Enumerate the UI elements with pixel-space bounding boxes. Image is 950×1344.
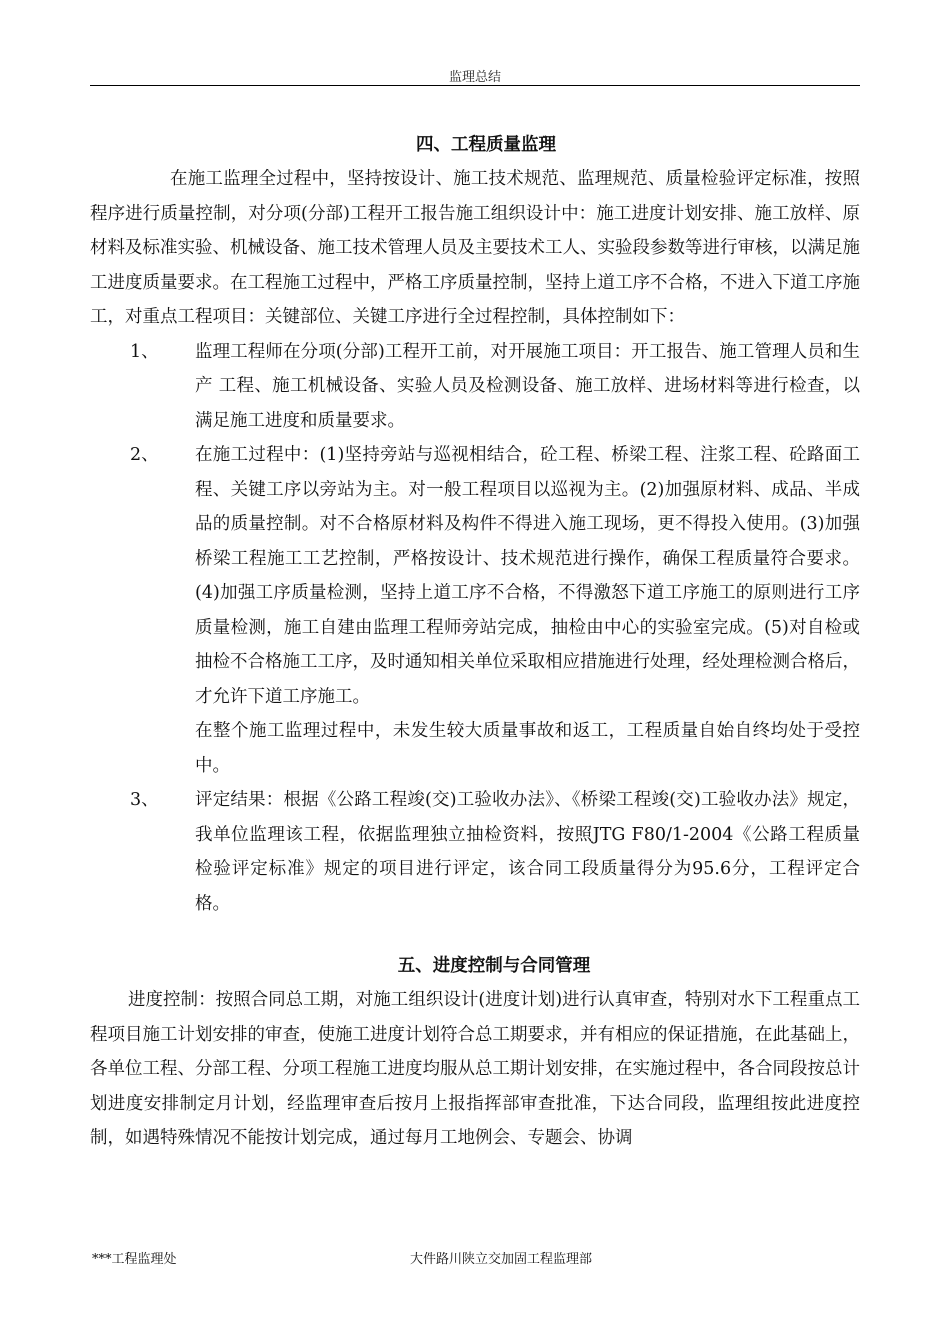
page-header: 监理总结 xyxy=(448,70,501,85)
list-number: 2、 xyxy=(130,445,159,465)
list-item-2-continuation: 在整个施工监理过程中，未发生较大质量事故和返工，工程质量自始自终均处于受控中。 xyxy=(195,721,860,776)
section-5-heading: 五、进度控制与合同管理 xyxy=(397,956,591,976)
list-number: 1、 xyxy=(130,341,159,362)
list-number: 3、 xyxy=(130,790,159,810)
document-body xyxy=(90,128,860,1156)
header-rule xyxy=(90,85,860,86)
list-item-3 xyxy=(90,783,860,921)
section-4-heading: 四、工程质量监理 xyxy=(416,135,556,155)
footer-center: 大件路川陕立交加固工程监理部 xyxy=(410,1252,593,1267)
list-item-1 xyxy=(90,335,860,439)
list-item-2 xyxy=(90,438,860,714)
section-5-text: 进度控制：按照合同总工期，对施工组织设计(进度计划)进行认真审查，特别对水下工程重点工程项目施工计划安排的审查，使施工进度计划符合总工期要求，并有相应的保证措施，在此基础上，各单位工程、分部工程、分项工程施工进度均服从总工期计划安排，在实施过程中，各合同段按总计划进度安排制定月计划，经监理审查后按月上报指挥部审查批准，下达合同段，监理组按此进度控制，如遇特殊情况不能按计划完成，通过每月工地例会、专题会、协调 xyxy=(90,990,860,1148)
list-item-text: 监理工程师在分项(分部)工程开工前，对开展施工项目：开工报告、施工管理人员和生产 工程、施工机械设备、实验人员及检测设备、施工放样、进场材料等进行检查，以满足施工进度和质量要求。 xyxy=(195,341,860,431)
section-4-intro: 在施工监理全过程中，坚持按设计、施工技术规范、监理规范、质量检验评定标准，按照程序进行质量控制，对分项(分部)工程开工报告施工组织设计中：施工进度计划安排、施工放样、原材料及标准实验、机械设备、施工技术管理人员及主要技术工人、实验段参数等进行审核，以满足施工进度质量要求。在工程施工过程中，严格工序质量控制，坚持上道工序不合格，不进入下道工序施工，对重点工程项目：关键部位、关键工序进行全过程控制，具体控制如下： xyxy=(90,169,860,327)
list-item-text: 在施工过程中：(1)坚持旁站与巡视相结合，砼工程、桥梁工程、注浆工程、砼路面工程、关键工序以旁站为主。对一般工程项目以巡视为主。(2)加强原材料、成品、半成品的质量控制。对不合格原材料及构件不得进入施工现场，更不得投入使用。(3)加强桥梁工程施工工艺控制，严格按设计、技术规范进行操作，确保工程质量符合要求。(4)加强工序质量检测，坚持上道工序不合格，不得激怒下道工序施工的原则进行工序质量检测，施工自建由监理工程师旁站完成，抽检由中心的实验室完成。(5)对自检或抽检不合格施工工序，及时通知相关单位采取相应措施进行处理，经处理检测合格后，才允许下道工序施工。 xyxy=(195,445,860,707)
footer-left: ***工程监理处 xyxy=(92,1252,177,1267)
list-item-text: 评定结果：根据《公路工程竣(交)工验收办法》、《桥梁工程竣(交)工验收办法》规定，我单位监理该工程，依据监理独立抽检资料，按照JTG F80/1-2004《公路工程质量检验评定标准》规定的项目进行评定，该合同工段质量得分为95.6分，工程评定合格。 xyxy=(195,790,860,914)
